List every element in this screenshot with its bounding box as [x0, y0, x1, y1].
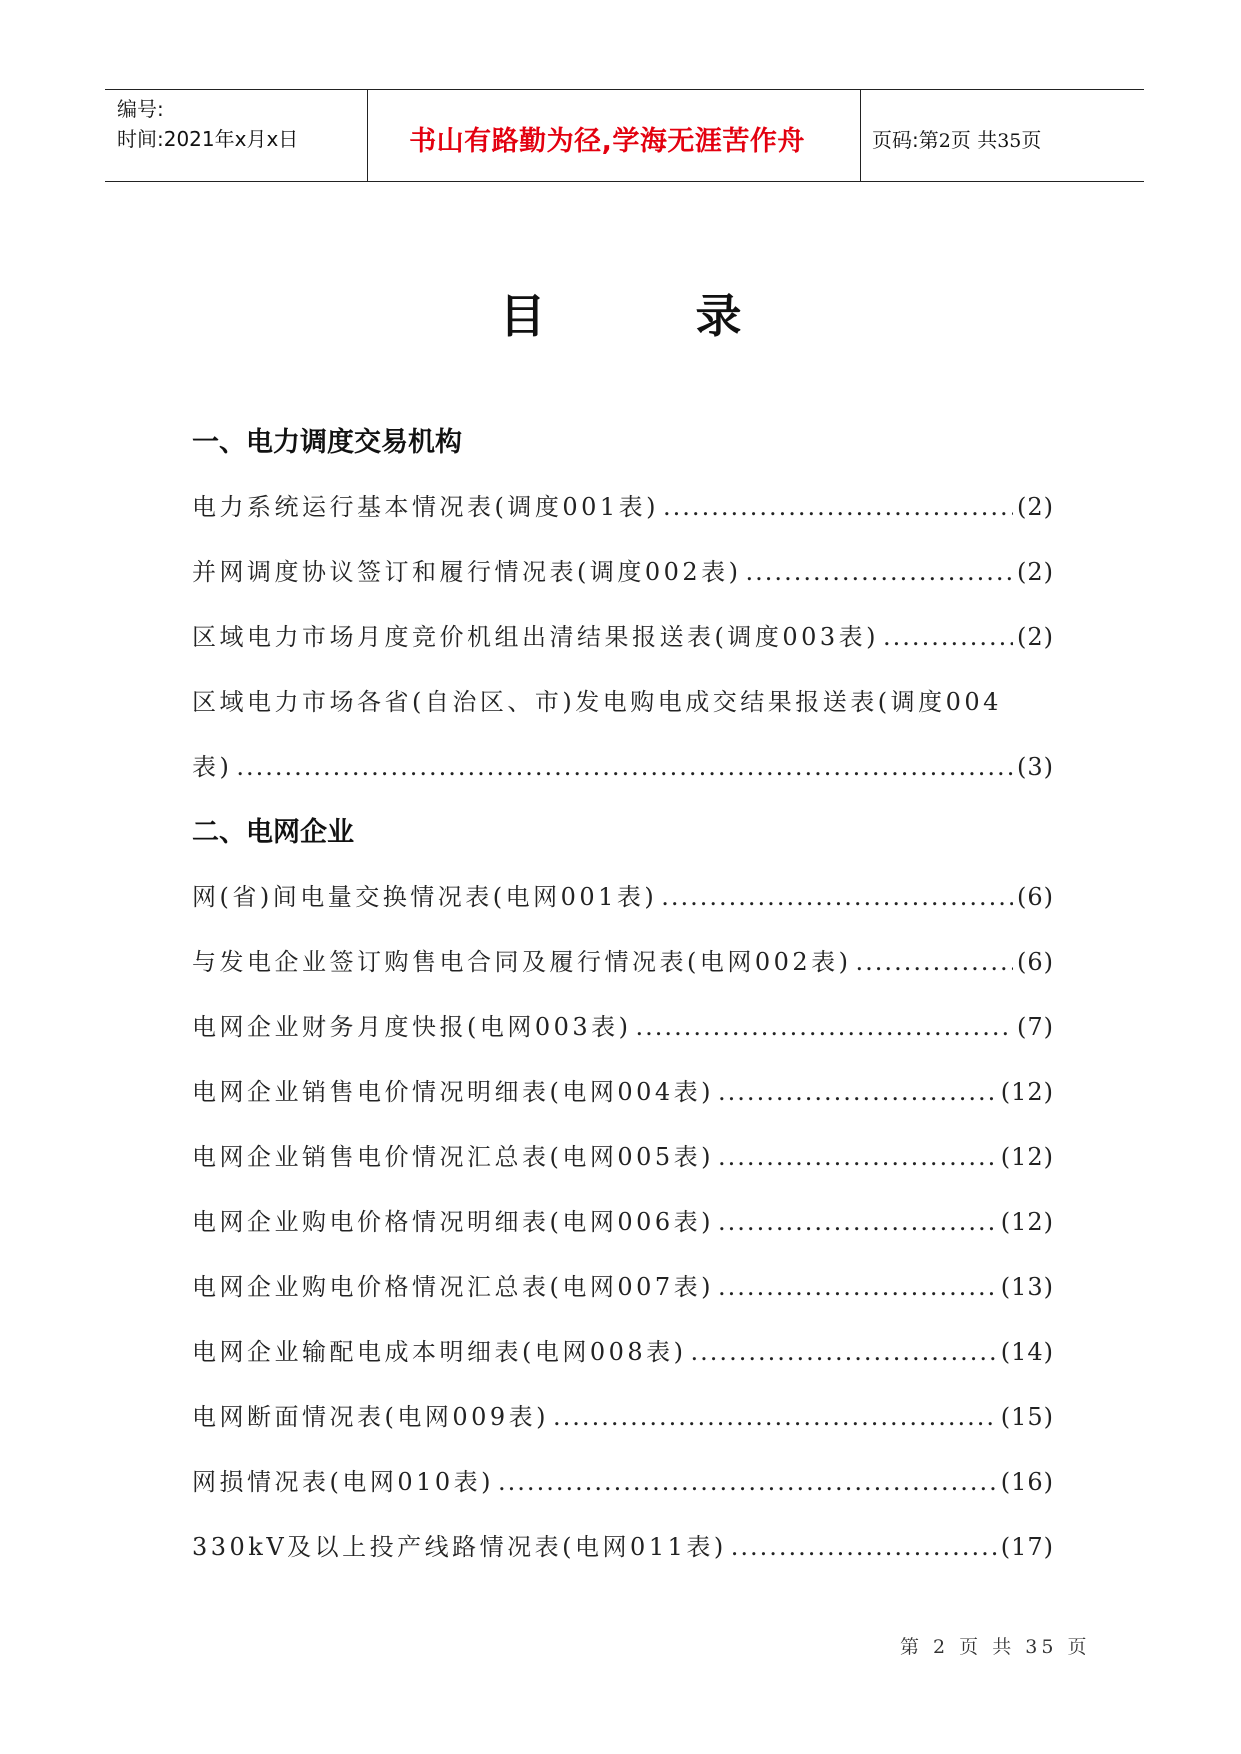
- toc-entry-page: (12): [1000, 1143, 1054, 1171]
- toc-entry-page: (2): [1017, 493, 1054, 521]
- header-page-suffix: 页: [1021, 128, 1042, 152]
- toc-entry-page: (14): [1000, 1338, 1054, 1366]
- toc-entry-title: 电网企业销售电价情况汇总表(电网005表): [192, 1143, 715, 1171]
- toc-entry-title: 网损情况表(电网010表): [192, 1468, 495, 1496]
- toc-dot-leader: [856, 930, 1013, 995]
- toc-section-heading: 二、电网企业: [192, 817, 354, 848]
- toc-dot-leader: [498, 1450, 997, 1515]
- toc-entry[interactable]: [192, 995, 1054, 1060]
- toc-entry-title: 330kV及以上投产线路情况表(电网011表): [192, 1533, 727, 1561]
- page-header: [105, 89, 1144, 183]
- document-title: 目录: [499, 289, 892, 343]
- header-bottom-rule: [105, 181, 1144, 182]
- toc-entry[interactable]: [192, 540, 1054, 605]
- table-of-contents: [192, 410, 1054, 1580]
- toc-dot-leader: [691, 1320, 997, 1385]
- header-meta: [117, 94, 298, 154]
- toc-entry-title: 电网企业购电价格情况汇总表(电网007表): [192, 1273, 715, 1301]
- header-page-info: [872, 124, 1041, 153]
- toc-entry-page: (6): [1017, 948, 1054, 976]
- toc-entry[interactable]: [192, 1255, 1054, 1320]
- header-top-rule: [105, 89, 1144, 90]
- toc-entry[interactable]: [192, 735, 1054, 800]
- toc-entry-title: 电网断面情况表(电网009表): [192, 1403, 550, 1431]
- toc-entry-title: 电网企业销售电价情况明细表(电网004表): [192, 1078, 715, 1106]
- toc-entry[interactable]: [192, 1125, 1054, 1190]
- toc-entry[interactable]: [192, 1385, 1054, 1450]
- toc-entry-page: (2): [1017, 623, 1054, 651]
- toc-entry[interactable]: [192, 475, 1054, 540]
- toc-entry[interactable]: [192, 865, 1054, 930]
- toc-entry-title: 与发电企业签订购售电合同及履行情况表(电网002表): [192, 948, 852, 976]
- toc-entry-title: 区域电力市场月度竞价机组出清结果报送表(调度003表): [192, 623, 880, 651]
- header-divider-right: [860, 89, 861, 182]
- toc-entry[interactable]: [192, 1060, 1054, 1125]
- page-footer: 第 2 页 共 35 页: [900, 1636, 1091, 1658]
- toc-entry[interactable]: [192, 605, 1054, 670]
- toc-dot-leader: [718, 1060, 997, 1125]
- toc-dot-leader: [746, 540, 1013, 605]
- toc-entry[interactable]: [192, 1515, 1054, 1580]
- header-time-label: 时间:2021年x月x日: [117, 127, 299, 151]
- toc-entry-title: 电网企业财务月度快报(电网003表): [192, 1013, 632, 1041]
- toc-dot-leader: [661, 865, 1013, 930]
- toc-entry-page: (6): [1017, 883, 1054, 911]
- toc-dot-leader: [636, 995, 1013, 1060]
- toc-entry-title: 表): [192, 753, 233, 781]
- toc-entry-page: (13): [1000, 1273, 1054, 1301]
- header-page-prefix: 页码:第: [872, 128, 939, 152]
- toc-entry[interactable]: [192, 1450, 1054, 1515]
- toc-section-heading: 一、电力调度交易机构: [192, 427, 462, 458]
- toc-entry-page: (12): [1000, 1078, 1054, 1106]
- toc-dot-leader: [553, 1385, 997, 1450]
- toc-entry-page: (7): [1017, 1013, 1054, 1041]
- toc-entry-title: 电网企业购电价格情况明细表(电网006表): [192, 1208, 715, 1236]
- toc-entry-page: (17): [1000, 1533, 1054, 1561]
- header-page-total: 35: [997, 130, 1022, 152]
- toc-entry-title: 并网调度协议签订和履行情况表(调度002表): [192, 558, 742, 586]
- header-motto: 书山有路勤为径,学海无涯苦作舟: [409, 126, 805, 157]
- toc-dot-leader: [718, 1190, 997, 1255]
- toc-entry-title-line1[interactable]: 区域电力市场各省(自治区、市)发电购电成交结果报送表(调度004: [192, 688, 1002, 716]
- toc-dot-leader: [731, 1515, 997, 1580]
- toc-dot-leader: [718, 1255, 997, 1320]
- toc-entry-title: 电力系统运行基本情况表(调度001表): [192, 493, 660, 521]
- toc-dot-leader: [883, 605, 1013, 670]
- toc-entry[interactable]: [192, 1190, 1054, 1255]
- toc-dot-leader: [236, 735, 1013, 800]
- toc-entry-page: (15): [1000, 1403, 1054, 1431]
- header-divider-left: [367, 89, 368, 182]
- toc-entry[interactable]: [192, 1320, 1054, 1385]
- toc-entry-page: (16): [1000, 1468, 1054, 1496]
- toc-entry-page: (3): [1017, 753, 1054, 781]
- header-number-label: 编号:: [117, 97, 164, 121]
- toc-dot-leader: [663, 475, 1013, 540]
- toc-dot-leader: [718, 1125, 997, 1190]
- toc-entry-page: (12): [1000, 1208, 1054, 1236]
- header-page-middle: 页 共: [950, 128, 998, 152]
- toc-entry[interactable]: [192, 930, 1054, 995]
- toc-entry-title: 网(省)间电量交换情况表(电网001表): [192, 883, 658, 911]
- toc-entry-title: 电网企业输配电成本明细表(电网008表): [192, 1338, 687, 1366]
- header-page-current: 2: [938, 130, 951, 152]
- toc-entry-page: (2): [1017, 558, 1054, 586]
